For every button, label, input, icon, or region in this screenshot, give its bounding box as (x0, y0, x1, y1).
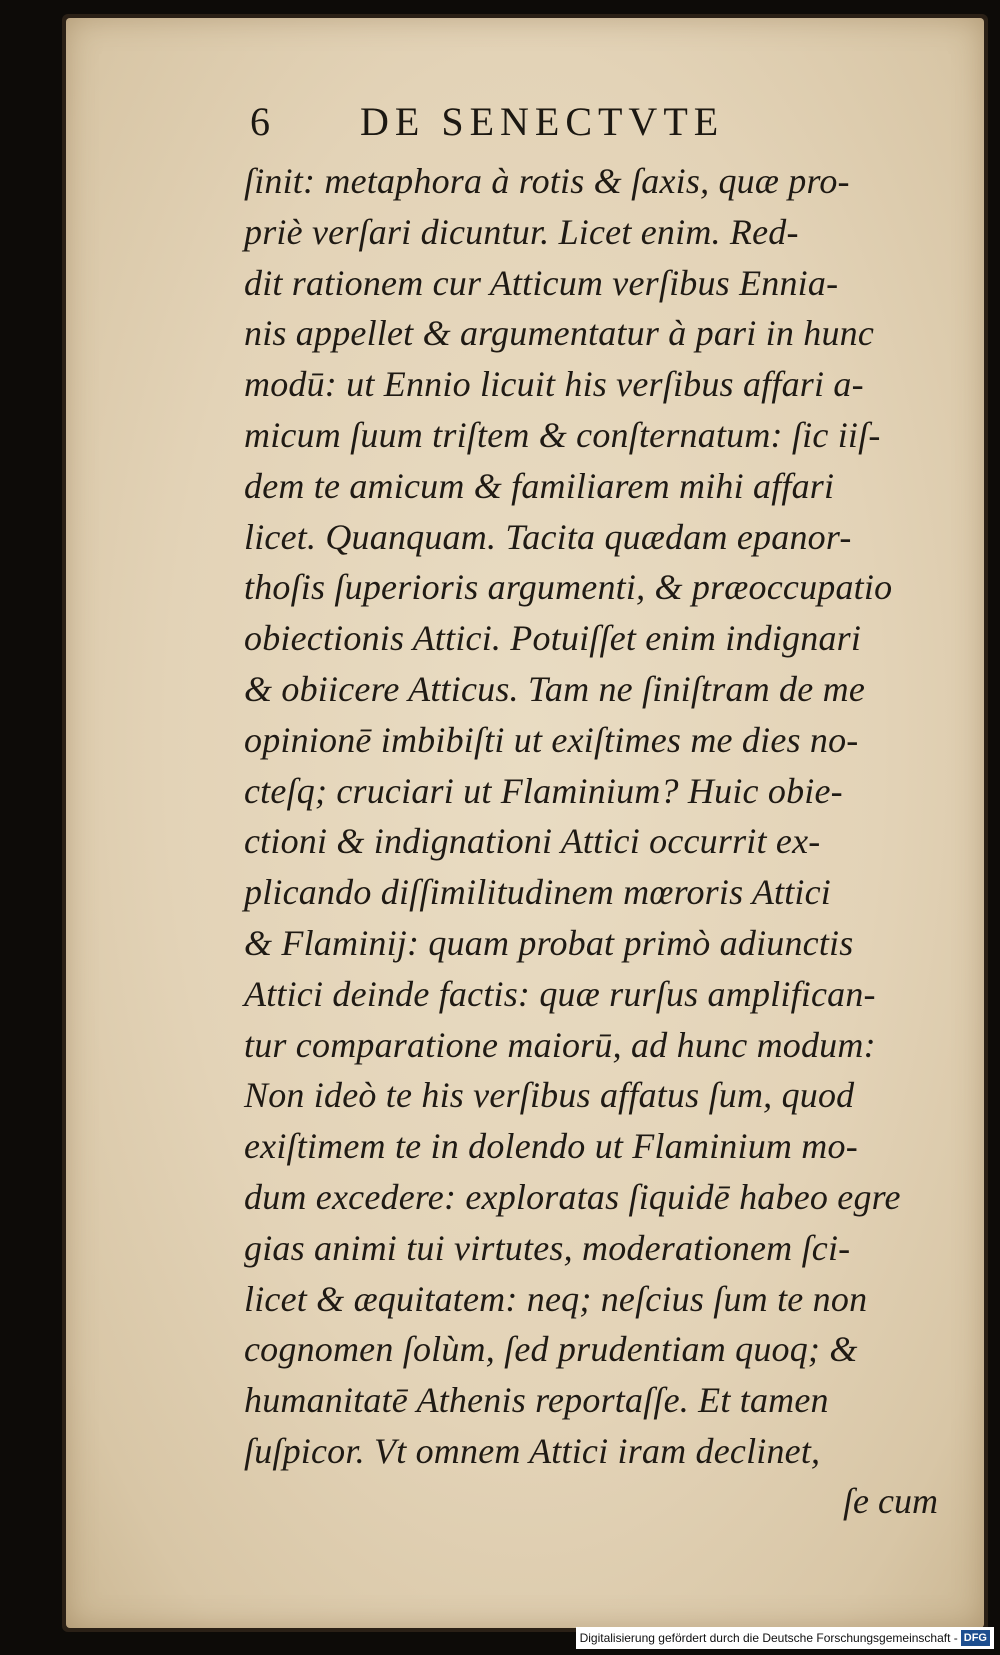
text-line: nis appellet & argumentatur à pari in hunc (244, 313, 875, 354)
text-line: Non ideò te his verſibus affatus ſum, quod (244, 1075, 855, 1116)
text-line: opinionē imbibiſti ut exiſtimes me dies no- (244, 719, 859, 760)
text-line: dem te amicum & familiarem mihi affari (244, 465, 835, 506)
text-line: & obiicere Atticus. Tam ne ſiniſtram de me (244, 668, 866, 709)
text-line: tur comparatione maiorū, ad hunc modum: (244, 1024, 876, 1065)
text-line: dum excedere: exploratas ſiquidē habeo egre (244, 1176, 901, 1217)
text-line: cteſq; cruciari ut Flaminium? Huic obie- (244, 770, 843, 811)
text-line: priè verſari dicuntur. Licet enim. Red- (244, 211, 799, 252)
catchword: ſe cum (843, 1481, 938, 1521)
text-line: licet & æquitatem: neq; neſcius ſum te non (244, 1278, 868, 1319)
text-line: modū: ut Ennio licuit his verſibus affari a- (244, 364, 864, 405)
credit-text: Digitalisierung gefördert durch die Deutsche Forschungsgemeinschaft - (579, 1631, 958, 1645)
text-line: plicando diſſimilitudinem mœroris Attici (244, 872, 832, 913)
text-line: micum ſuum triſtem & conſternatum: ſic iiſ- (244, 414, 881, 455)
text-line: licet. Quanquam. Tacita quædam epanor- (244, 516, 852, 557)
text-line: cognomen ſolùm, ſed prudentiam quoq; & (244, 1329, 858, 1370)
text-line: exiſtimem te in dolendo ut Flaminium mo- (244, 1126, 858, 1167)
text-line: Attici deinde factis: quæ rurſus amplifican- (244, 973, 876, 1014)
dfg-logo: DFG (961, 1630, 990, 1646)
text-line: dit rationem cur Atticum verſibus Ennia- (244, 262, 839, 303)
text-line: obiectionis Attici. Potuiſſet enim indignari (244, 618, 862, 659)
text-line: ctioni & indignationi Attici occurrit ex- (244, 821, 821, 862)
text-line: ſuſpicor. Vt omnem Attici iram declinet, (244, 1430, 821, 1471)
digitization-credit (576, 1627, 994, 1649)
text-line: thoſis ſuperioris argumenti, & præoccupatio (244, 567, 893, 608)
page-number: 6 (250, 99, 270, 144)
page-header (250, 98, 890, 158)
text-line: & Flaminij: quam probat primò adiunctis (244, 922, 854, 963)
body-text (244, 156, 984, 1477)
text-line: gias animi tui virtutes, moderationem ſci- (244, 1227, 851, 1268)
text-line: humanitatē Athenis reportaſſe. Et tamen (244, 1380, 829, 1421)
running-title: DE SENECTVTE (360, 99, 725, 144)
text-line: ſinit: metaphora à rotis & ſaxis, quæ pro- (244, 161, 850, 201)
